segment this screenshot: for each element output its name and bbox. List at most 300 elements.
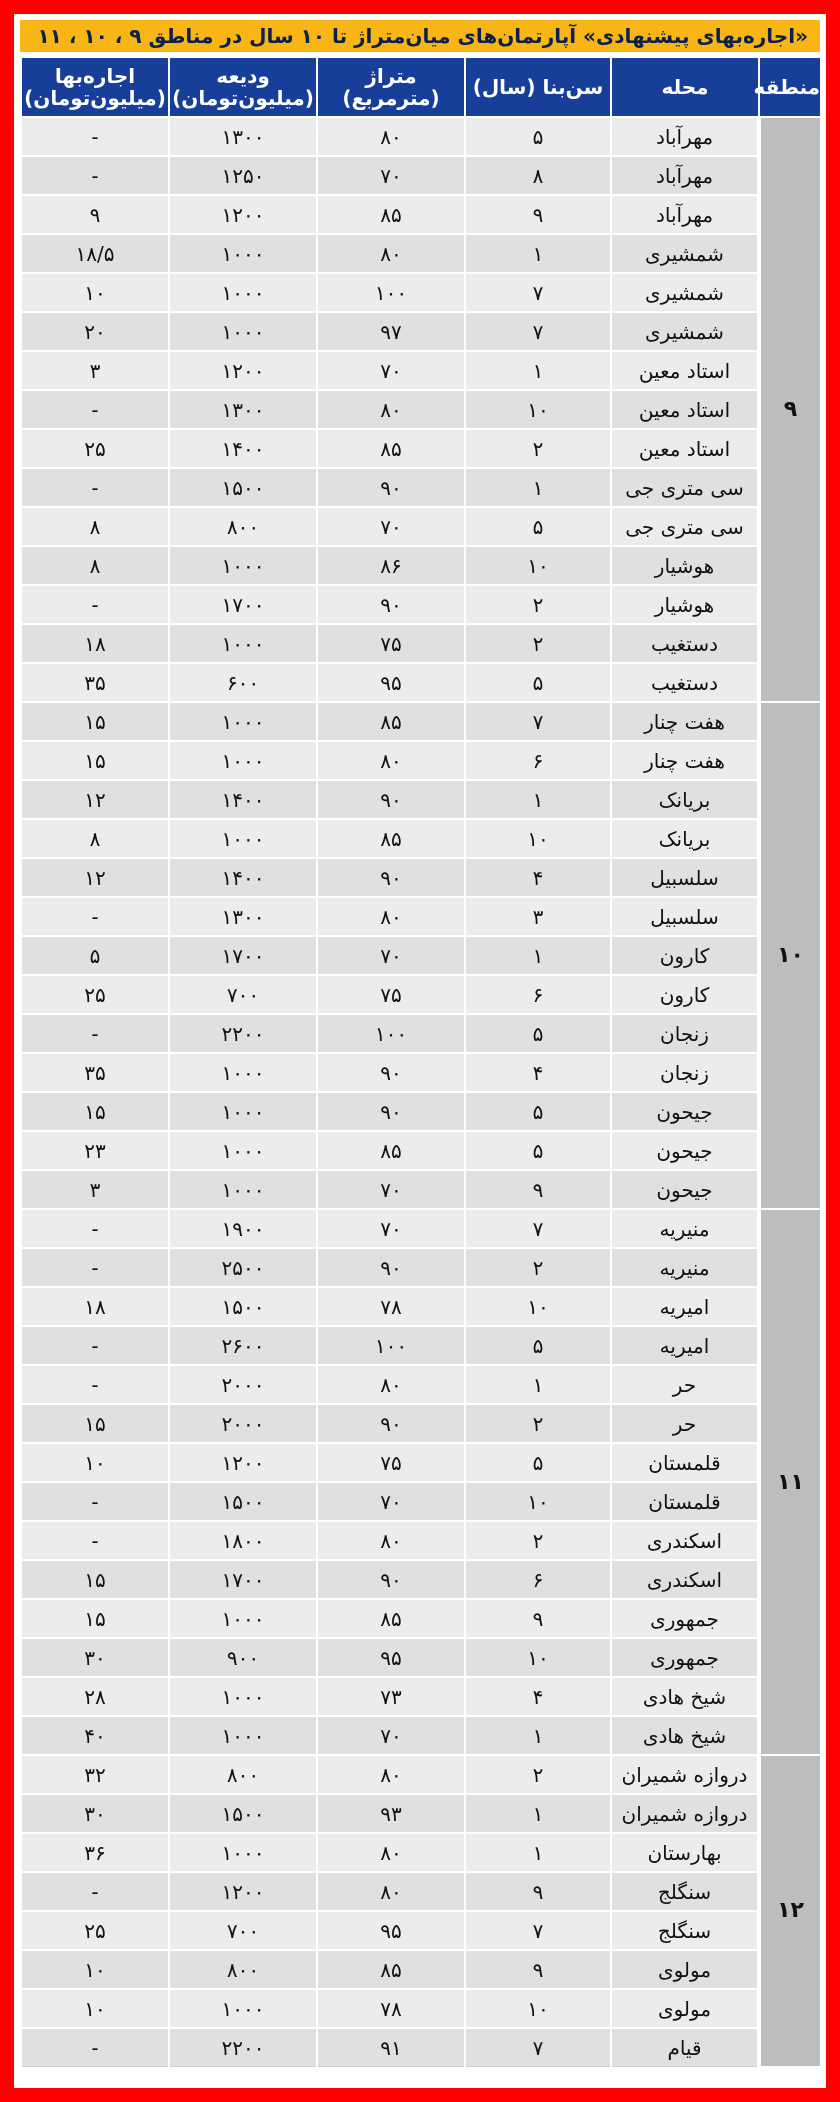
- cell-size: ۹۰: [317, 858, 465, 897]
- cell-size: ۸۰: [317, 741, 465, 780]
- cell-size: ۹۰: [317, 1560, 465, 1599]
- cell-rent: ۱۰: [21, 1443, 169, 1482]
- cell-deposit: ۲۶۰۰: [169, 1326, 317, 1365]
- cell-rent: ۸: [21, 546, 169, 585]
- table-row: [21, 1053, 821, 1092]
- cell-age: ۳: [465, 897, 611, 936]
- cell-size: ۷۸: [317, 1287, 465, 1326]
- cell-age: ۱۰: [465, 390, 611, 429]
- cell-age: ۶: [465, 1560, 611, 1599]
- cell-size: ۸۵: [317, 429, 465, 468]
- table-row: [21, 858, 821, 897]
- table-row: [21, 897, 821, 936]
- cell-neighborhood: دروازه شمیران: [611, 1794, 759, 1833]
- cell-rent: ۲۸: [21, 1677, 169, 1716]
- cell-rent: ۱۵: [21, 702, 169, 741]
- rent-table: [20, 56, 822, 2068]
- table-row: [21, 1248, 821, 1287]
- cell-size: ۹۰: [317, 1092, 465, 1131]
- cell-deposit: ۱۳۰۰: [169, 390, 317, 429]
- cell-size: ۷۰: [317, 936, 465, 975]
- header-deposit: ودیعه (میلیون‌تومان): [169, 57, 317, 117]
- cell-neighborhood: سنگلج: [611, 1872, 759, 1911]
- cell-size: ۷۰: [317, 1716, 465, 1755]
- header-age: سن‌بنا (سال): [465, 57, 611, 117]
- cell-neighborhood: قلمستان: [611, 1482, 759, 1521]
- cell-rent: ۳۵: [21, 1053, 169, 1092]
- table-row: [21, 624, 821, 663]
- cell-deposit: ۱۰۰۰: [169, 624, 317, 663]
- cell-neighborhood: استاد معین: [611, 390, 759, 429]
- cell-rent: -: [21, 468, 169, 507]
- cell-age: ۱۰: [465, 1638, 611, 1677]
- cell-neighborhood: کارون: [611, 975, 759, 1014]
- cell-deposit: ۱۰۰۰: [169, 1131, 317, 1170]
- cell-neighborhood: زنجان: [611, 1053, 759, 1092]
- header-neighborhood: محله: [611, 57, 759, 117]
- cell-rent: ۲۵: [21, 429, 169, 468]
- cell-neighborhood: دستغیب: [611, 624, 759, 663]
- cell-neighborhood: قیام: [611, 2028, 759, 2067]
- cell-size: ۸۰: [317, 1833, 465, 1872]
- table-row: [21, 741, 821, 780]
- cell-neighborhood: سلسبیل: [611, 897, 759, 936]
- table-row: [21, 1677, 821, 1716]
- cell-rent: -: [21, 1014, 169, 1053]
- cell-deposit: ۷۰۰: [169, 1911, 317, 1950]
- cell-age: ۹: [465, 195, 611, 234]
- cell-neighborhood: جمهوری: [611, 1638, 759, 1677]
- cell-rent: ۱۵: [21, 1599, 169, 1638]
- table-row: [21, 195, 821, 234]
- cell-deposit: ۱۷۰۰: [169, 1560, 317, 1599]
- table-row: [21, 1833, 821, 1872]
- cell-size: ۹۳: [317, 1794, 465, 1833]
- cell-size: ۸۵: [317, 1131, 465, 1170]
- cell-neighborhood: شمشیری: [611, 234, 759, 273]
- cell-age: ۹: [465, 1599, 611, 1638]
- cell-deposit: ۱۹۰۰: [169, 1209, 317, 1248]
- cell-rent: ۱۲: [21, 858, 169, 897]
- cell-neighborhood: مهرآباد: [611, 156, 759, 195]
- cell-rent: ۱۰: [21, 1989, 169, 2028]
- cell-rent: ۲۰: [21, 312, 169, 351]
- cell-rent: ۱۰: [21, 273, 169, 312]
- cell-neighborhood: سنگلج: [611, 1911, 759, 1950]
- cell-rent: -: [21, 1326, 169, 1365]
- cell-size: ۷۰: [317, 1209, 465, 1248]
- cell-age: ۶: [465, 975, 611, 1014]
- table-body: [21, 117, 821, 2067]
- cell-rent: -: [21, 390, 169, 429]
- cell-size: ۸۵: [317, 195, 465, 234]
- cell-rent: ۸: [21, 507, 169, 546]
- cell-deposit: ۹۰۰: [169, 1638, 317, 1677]
- cell-deposit: ۱۵۰۰: [169, 1794, 317, 1833]
- table-row: [21, 1482, 821, 1521]
- table-row: [21, 1560, 821, 1599]
- cell-deposit: ۱۵۰۰: [169, 1482, 317, 1521]
- cell-size: ۸۵: [317, 1950, 465, 1989]
- cell-rent: -: [21, 2028, 169, 2067]
- cell-size: ۸۰: [317, 897, 465, 936]
- cell-age: ۲: [465, 429, 611, 468]
- cell-size: ۹۰: [317, 1404, 465, 1443]
- cell-rent: -: [21, 1482, 169, 1521]
- table-row: [21, 936, 821, 975]
- table-row: [21, 234, 821, 273]
- cell-age: ۱: [465, 1716, 611, 1755]
- cell-deposit: ۱۰۰۰: [169, 1716, 317, 1755]
- table-row: [21, 390, 821, 429]
- header-size: متراژ (مترمربع): [317, 57, 465, 117]
- cell-deposit: ۱۲۰۰: [169, 1872, 317, 1911]
- table-row: [21, 2028, 821, 2067]
- cell-age: ۸: [465, 156, 611, 195]
- cell-rent: ۱۵: [21, 1560, 169, 1599]
- cell-neighborhood: استاد معین: [611, 351, 759, 390]
- cell-age: ۵: [465, 1092, 611, 1131]
- cell-deposit: ۱۰۰۰: [169, 1170, 317, 1209]
- cell-neighborhood: بریانک: [611, 819, 759, 858]
- cell-size: ۱۰۰: [317, 1014, 465, 1053]
- cell-neighborhood: بهارستان: [611, 1833, 759, 1872]
- cell-rent: -: [21, 585, 169, 624]
- cell-neighborhood: دروازه شمیران: [611, 1755, 759, 1794]
- cell-deposit: ۱۰۰۰: [169, 741, 317, 780]
- cell-deposit: ۸۰۰: [169, 507, 317, 546]
- cell-deposit: ۸۰۰: [169, 1755, 317, 1794]
- cell-deposit: ۱۲۰۰: [169, 1443, 317, 1482]
- cell-age: ۱۰: [465, 1287, 611, 1326]
- cell-deposit: ۱۳۰۰: [169, 117, 317, 156]
- cell-rent: ۳۲: [21, 1755, 169, 1794]
- cell-deposit: ۱۰۰۰: [169, 819, 317, 858]
- cell-rent: -: [21, 1365, 169, 1404]
- cell-age: ۶: [465, 741, 611, 780]
- table-title: «اجاره‌بهای پیشنهادی» آپارتمان‌های میان‌متراژ تا ۱۰ سال در مناطق ۹ ، ۱۰ ، ۱۱: [20, 20, 820, 52]
- cell-deposit: ۱۰۰۰: [169, 702, 317, 741]
- cell-deposit: ۷۰۰: [169, 975, 317, 1014]
- cell-age: ۱۰: [465, 1989, 611, 2028]
- cell-size: ۸۰: [317, 1755, 465, 1794]
- cell-size: ۱۰۰: [317, 1326, 465, 1365]
- cell-neighborhood: سی متری جی: [611, 468, 759, 507]
- cell-size: ۷۵: [317, 975, 465, 1014]
- table-row: [21, 312, 821, 351]
- cell-rent: ۱۲: [21, 780, 169, 819]
- table-row: [21, 1365, 821, 1404]
- table-row: [21, 1950, 821, 1989]
- cell-neighborhood: اسکندری: [611, 1521, 759, 1560]
- cell-deposit: ۱۵۰۰: [169, 1287, 317, 1326]
- table-row: [21, 1131, 821, 1170]
- cell-neighborhood: امیریه: [611, 1287, 759, 1326]
- cell-size: ۹۰: [317, 585, 465, 624]
- cell-deposit: ۱۰۰۰: [169, 312, 317, 351]
- cell-size: ۸۰: [317, 234, 465, 273]
- cell-age: ۹: [465, 1170, 611, 1209]
- cell-size: ۸۵: [317, 702, 465, 741]
- cell-rent: ۵: [21, 936, 169, 975]
- cell-rent: ۳: [21, 351, 169, 390]
- cell-age: ۱: [465, 234, 611, 273]
- cell-rent: -: [21, 1209, 169, 1248]
- cell-deposit: ۱۰۰۰: [169, 1989, 317, 2028]
- cell-age: ۱: [465, 1794, 611, 1833]
- cell-deposit: ۱۰۰۰: [169, 234, 317, 273]
- cell-deposit: ۱۷۰۰: [169, 585, 317, 624]
- cell-rent: ۹: [21, 195, 169, 234]
- cell-age: ۵: [465, 117, 611, 156]
- cell-size: ۹۰: [317, 780, 465, 819]
- table-row: [21, 780, 821, 819]
- cell-age: ۷: [465, 312, 611, 351]
- cell-neighborhood: اسکندری: [611, 1560, 759, 1599]
- cell-deposit: ۱۰۰۰: [169, 1053, 317, 1092]
- cell-neighborhood: دستغیب: [611, 663, 759, 702]
- cell-size: ۸۵: [317, 1599, 465, 1638]
- cell-age: ۱: [465, 936, 611, 975]
- table-row: [21, 1755, 821, 1794]
- cell-deposit: ۱۳۰۰: [169, 897, 317, 936]
- cell-neighborhood: مهرآباد: [611, 117, 759, 156]
- cell-size: ۹۵: [317, 663, 465, 702]
- table-row: [21, 1716, 821, 1755]
- cell-age: ۵: [465, 1014, 611, 1053]
- cell-size: ۹۰: [317, 1248, 465, 1287]
- cell-age: ۵: [465, 663, 611, 702]
- cell-age: ۲: [465, 1755, 611, 1794]
- cell-neighborhood: منیریه: [611, 1248, 759, 1287]
- cell-deposit: ۱۰۰۰: [169, 1677, 317, 1716]
- cell-rent: ۳۰: [21, 1638, 169, 1677]
- cell-deposit: ۱۰۰۰: [169, 1833, 317, 1872]
- cell-deposit: ۱۲۵۰: [169, 156, 317, 195]
- cell-neighborhood: مولوی: [611, 1950, 759, 1989]
- cell-neighborhood: شیخ هادی: [611, 1716, 759, 1755]
- cell-age: ۴: [465, 1677, 611, 1716]
- cell-age: ۱: [465, 780, 611, 819]
- cell-age: ۱: [465, 1833, 611, 1872]
- cell-size: ۷۳: [317, 1677, 465, 1716]
- header-rent: اجاره‌بها (میلیون‌تومان): [21, 57, 169, 117]
- cell-deposit: ۱۴۰۰: [169, 429, 317, 468]
- table-row: [21, 1989, 821, 2028]
- cell-rent: ۲۵: [21, 1911, 169, 1950]
- cell-rent: ۴۰: [21, 1716, 169, 1755]
- cell-age: ۴: [465, 858, 611, 897]
- cell-rent: ۳: [21, 1170, 169, 1209]
- header-row: [21, 57, 821, 117]
- cell-neighborhood: هوشیار: [611, 546, 759, 585]
- cell-deposit: ۲۲۰۰: [169, 2028, 317, 2067]
- cell-rent: ۸: [21, 819, 169, 858]
- cell-size: ۹۰: [317, 468, 465, 507]
- cell-age: ۱: [465, 1365, 611, 1404]
- cell-age: ۷: [465, 1911, 611, 1950]
- cell-rent: ۱۵: [21, 1404, 169, 1443]
- cell-neighborhood: بریانک: [611, 780, 759, 819]
- cell-deposit: ۶۰۰: [169, 663, 317, 702]
- cell-size: ۸۰: [317, 117, 465, 156]
- region-cell: ۱۰: [759, 702, 821, 1209]
- cell-neighborhood: کارون: [611, 936, 759, 975]
- cell-size: ۷۵: [317, 624, 465, 663]
- table-row: [21, 1287, 821, 1326]
- cell-neighborhood: سی متری جی: [611, 507, 759, 546]
- table-row: [21, 1521, 821, 1560]
- cell-rent: ۲۵: [21, 975, 169, 1014]
- cell-age: ۵: [465, 1131, 611, 1170]
- cell-age: ۱۰: [465, 1482, 611, 1521]
- cell-age: ۲: [465, 1404, 611, 1443]
- table-row: [21, 273, 821, 312]
- cell-size: ۷۰: [317, 507, 465, 546]
- cell-deposit: ۱۲۰۰: [169, 351, 317, 390]
- cell-size: ۹۰: [317, 1053, 465, 1092]
- cell-rent: ۳۰: [21, 1794, 169, 1833]
- table-row: [21, 1170, 821, 1209]
- table-row: [21, 351, 821, 390]
- cell-deposit: ۲۰۰۰: [169, 1404, 317, 1443]
- cell-age: ۷: [465, 702, 611, 741]
- cell-size: ۹۷: [317, 312, 465, 351]
- cell-size: ۹۵: [317, 1638, 465, 1677]
- table-row: [21, 546, 821, 585]
- table-row: [21, 1872, 821, 1911]
- cell-rent: -: [21, 117, 169, 156]
- cell-size: ۸۵: [317, 819, 465, 858]
- table-row: [21, 1794, 821, 1833]
- cell-age: ۱۰: [465, 819, 611, 858]
- cell-neighborhood: منیریه: [611, 1209, 759, 1248]
- table-row: [21, 156, 821, 195]
- cell-neighborhood: شمشیری: [611, 273, 759, 312]
- table-row: [21, 702, 821, 741]
- cell-deposit: ۲۰۰۰: [169, 1365, 317, 1404]
- cell-age: ۲: [465, 585, 611, 624]
- cell-rent: ۱۰: [21, 1950, 169, 1989]
- cell-rent: ۲۳: [21, 1131, 169, 1170]
- table-row: [21, 1599, 821, 1638]
- table-row: [21, 1092, 821, 1131]
- table-row: [21, 1911, 821, 1950]
- cell-size: ۷۰: [317, 351, 465, 390]
- cell-neighborhood: هفت چنار: [611, 741, 759, 780]
- cell-rent: ۱۸: [21, 624, 169, 663]
- cell-size: ۸۰: [317, 1872, 465, 1911]
- cell-rent: -: [21, 1872, 169, 1911]
- cell-age: ۱: [465, 351, 611, 390]
- cell-neighborhood: زنجان: [611, 1014, 759, 1053]
- cell-neighborhood: امیریه: [611, 1326, 759, 1365]
- table-row: [21, 1443, 821, 1482]
- cell-deposit: ۱۵۰۰: [169, 468, 317, 507]
- table-row: [21, 663, 821, 702]
- table-row: [21, 1404, 821, 1443]
- table-row: [21, 585, 821, 624]
- region-cell: ۹: [759, 117, 821, 702]
- table-row: [21, 1638, 821, 1677]
- cell-rent: ۳۵: [21, 663, 169, 702]
- cell-size: ۷۵: [317, 1443, 465, 1482]
- header-region: منطقه: [759, 57, 821, 117]
- table-row: [21, 468, 821, 507]
- cell-deposit: ۱۰۰۰: [169, 273, 317, 312]
- cell-rent: -: [21, 156, 169, 195]
- cell-neighborhood: شمشیری: [611, 312, 759, 351]
- cell-size: ۷۰: [317, 1170, 465, 1209]
- cell-age: ۷: [465, 2028, 611, 2067]
- table-row: [21, 1209, 821, 1248]
- table-row: [21, 1014, 821, 1053]
- cell-neighborhood: جیحون: [611, 1092, 759, 1131]
- cell-rent: -: [21, 897, 169, 936]
- cell-age: ۹: [465, 1950, 611, 1989]
- cell-size: ۸۰: [317, 1521, 465, 1560]
- cell-age: ۱۰: [465, 546, 611, 585]
- cell-neighborhood: جیحون: [611, 1170, 759, 1209]
- table-row: [21, 429, 821, 468]
- page-frame: [14, 14, 826, 2088]
- cell-age: ۲: [465, 624, 611, 663]
- cell-age: ۵: [465, 507, 611, 546]
- cell-rent: ۱۵: [21, 1092, 169, 1131]
- cell-age: ۲: [465, 1248, 611, 1287]
- cell-age: ۷: [465, 1209, 611, 1248]
- cell-neighborhood: هوشیار: [611, 585, 759, 624]
- cell-deposit: ۱۴۰۰: [169, 858, 317, 897]
- cell-neighborhood: جیحون: [611, 1131, 759, 1170]
- cell-rent: ۳۶: [21, 1833, 169, 1872]
- cell-size: ۸۰: [317, 390, 465, 429]
- cell-size: ۱۰۰: [317, 273, 465, 312]
- cell-age: ۵: [465, 1326, 611, 1365]
- cell-age: ۹: [465, 1872, 611, 1911]
- cell-neighborhood: شیخ هادی: [611, 1677, 759, 1716]
- cell-deposit: ۲۵۰۰: [169, 1248, 317, 1287]
- cell-size: ۸۰: [317, 1365, 465, 1404]
- cell-neighborhood: استاد معین: [611, 429, 759, 468]
- cell-rent: -: [21, 1521, 169, 1560]
- cell-deposit: ۱۲۰۰: [169, 195, 317, 234]
- cell-neighborhood: قلمستان: [611, 1443, 759, 1482]
- cell-neighborhood: جمهوری: [611, 1599, 759, 1638]
- cell-neighborhood: حر: [611, 1365, 759, 1404]
- cell-size: ۷۰: [317, 156, 465, 195]
- cell-age: ۴: [465, 1053, 611, 1092]
- cell-rent: ۱۸: [21, 1287, 169, 1326]
- table-row: [21, 117, 821, 156]
- cell-deposit: ۱۸۰۰: [169, 1521, 317, 1560]
- table-row: [21, 1326, 821, 1365]
- cell-age: ۷: [465, 273, 611, 312]
- cell-age: ۵: [465, 1443, 611, 1482]
- region-cell: ۱۱: [759, 1209, 821, 1755]
- cell-size: ۹۵: [317, 1911, 465, 1950]
- cell-deposit: ۱۴۰۰: [169, 780, 317, 819]
- cell-deposit: ۱۰۰۰: [169, 1599, 317, 1638]
- cell-rent: -: [21, 1248, 169, 1287]
- cell-size: ۹۱: [317, 2028, 465, 2067]
- region-cell: ۱۲: [759, 1755, 821, 2067]
- cell-deposit: ۸۰۰: [169, 1950, 317, 1989]
- cell-neighborhood: مهرآباد: [611, 195, 759, 234]
- cell-neighborhood: مولوی: [611, 1989, 759, 2028]
- cell-deposit: ۲۲۰۰: [169, 1014, 317, 1053]
- cell-deposit: ۱۰۰۰: [169, 546, 317, 585]
